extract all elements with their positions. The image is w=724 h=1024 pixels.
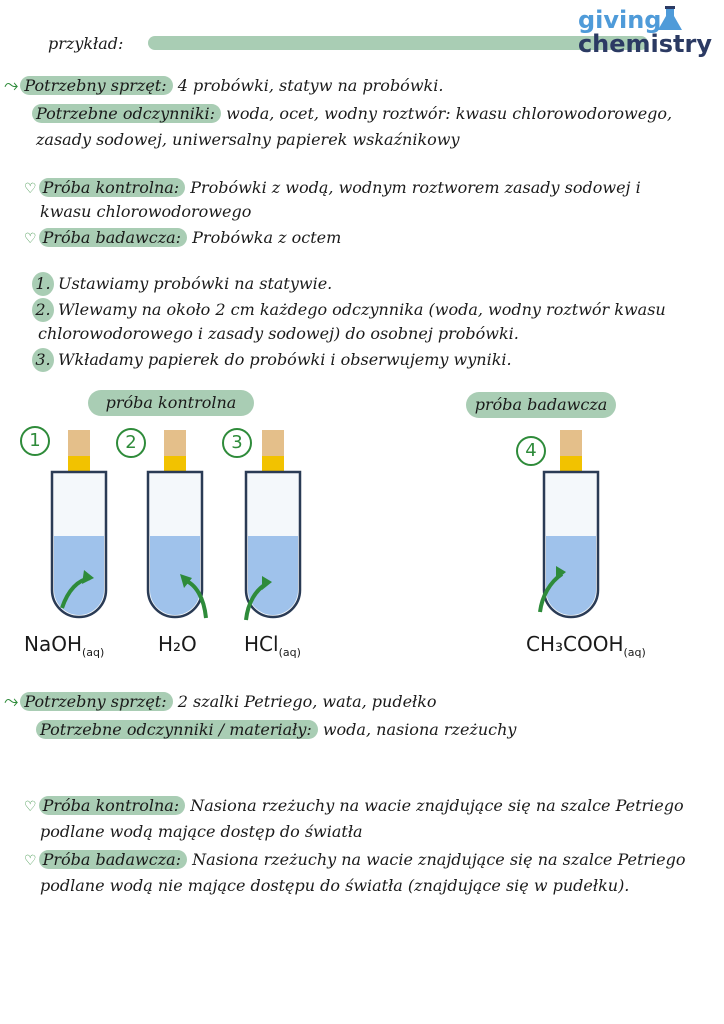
exp2-control-label: Próba kontrolna:: [39, 796, 186, 815]
test-tube-hcl: [238, 430, 308, 630]
heart-check-icon: ♡: [24, 231, 37, 247]
formula: H₂O: [158, 632, 197, 656]
tube-number-1: 1: [20, 426, 50, 456]
header-label: przykład:: [48, 34, 124, 53]
brand-logo: [578, 8, 712, 56]
logo-line-1: giving: [577, 6, 662, 34]
step-text: Wlewamy na około 2 cm każdego odczynnika (woda, wodny roztwór kwasu: [58, 300, 666, 319]
step-number: 2.: [32, 298, 54, 322]
exp1-reagents-text-1: woda, ocet, wodny roztwór: kwasu chlorowodorowego,: [221, 104, 673, 123]
exp1-test-label: Próba badawcza:: [39, 228, 188, 247]
exp2-equipment-label: Potrzebny sprzęt:: [20, 692, 172, 711]
exp1-reagents-label: Potrzebne odczynniki:: [32, 104, 221, 123]
exp1-control-text-2: kwasu chlorowodorowego: [40, 202, 252, 221]
state: (aq): [82, 646, 105, 659]
green-arrow-icon: ⤳: [4, 75, 19, 96]
pill-control: próba kontrolna: [88, 390, 254, 416]
exp2-test-text-2: podlane wodą nie mające dostępu do światła (znajdujące się w pudełku).: [40, 876, 630, 895]
tube-number-2: 2: [116, 428, 146, 458]
test-tube-acetic-acid: [536, 430, 606, 630]
exp2-reagents-line: [36, 718, 516, 742]
exp2-test-text-1: Nasiona rzeżuchy na wacie znajdujące się na szalce Petriego: [187, 850, 686, 869]
tube-number-4: 4: [516, 436, 546, 466]
label-naoh: [24, 632, 104, 659]
formula: NaOH: [24, 632, 82, 656]
exp1-equipment-line: [4, 74, 443, 98]
label-hcl: [244, 632, 301, 659]
step-text: Wkładamy papierek do probówki i obserwujemy wyniki.: [58, 350, 512, 369]
flask-logo-icon: [656, 6, 684, 34]
test-tube-h2o: [140, 430, 210, 630]
exp1-test-line: [24, 226, 341, 251]
logo-line-2: chemistry: [577, 30, 712, 58]
exp2-control-text-2: podlane wodą mające dostęp do światła: [40, 822, 363, 841]
green-arrow-icon: ⤳: [4, 691, 19, 712]
exp1-reagents-line: [32, 102, 672, 126]
tube-number-3: 3: [222, 428, 252, 458]
exp2-equipment-text: 2 szalki Petriego, wata, pudełko: [172, 692, 437, 711]
exp2-control-text-1: Nasiona rzeżuchy na wacie znajdujące się na szalce Petriego: [185, 796, 684, 815]
heart-check-icon: ♡: [24, 181, 37, 197]
step-2: [32, 298, 666, 322]
state: (aq): [623, 646, 646, 659]
header-bar: [148, 36, 648, 50]
exp1-reagents-text-2: zasady sodowej, uniwersalny papierek wskaźnikowy: [36, 130, 460, 149]
pill-test: próba badawcza: [466, 392, 616, 418]
test-tube-naoh: [44, 430, 114, 630]
label-acetic-acid: [526, 632, 646, 659]
exp1-control-text-1: Probówki z wodą, wodnym roztworem zasady sodowej i: [185, 178, 641, 197]
exp2-test-line: [24, 848, 686, 873]
step-2-line-2: chlorowodorowego i zasady sodowej) do osobnej probówki.: [38, 324, 519, 343]
exp1-equipment-label: Potrzebny sprzęt:: [20, 76, 172, 95]
formula: CH₃COOH: [526, 632, 624, 656]
exp2-test-label: Próba badawcza:: [39, 850, 188, 869]
heart-check-icon: ♡: [24, 853, 37, 869]
state: (aq): [278, 646, 301, 659]
formula: HCl: [244, 632, 279, 656]
exp2-equipment-line: [4, 690, 437, 714]
step-text: Ustawiamy probówki na statywie.: [58, 274, 333, 293]
exp1-control-line: [24, 176, 641, 201]
step-number: 1.: [32, 272, 54, 296]
exp1-control-label: Próba kontrolna:: [39, 178, 186, 197]
exp1-equipment-text: 4 probówki, statyw na probówki.: [172, 76, 444, 95]
exp2-reagents-text: woda, nasiona rzeżuchy: [317, 720, 517, 739]
step-3: [32, 348, 512, 372]
exp1-test-text: Probówka z octem: [187, 228, 342, 247]
exp2-control-line: [24, 794, 684, 819]
heart-check-icon: ♡: [24, 799, 37, 815]
exp2-reagents-label: Potrzebne odczynniki / materiały:: [36, 720, 318, 739]
step-number: 3.: [32, 348, 54, 372]
step-1: [32, 272, 332, 296]
label-h2o: [158, 632, 197, 656]
